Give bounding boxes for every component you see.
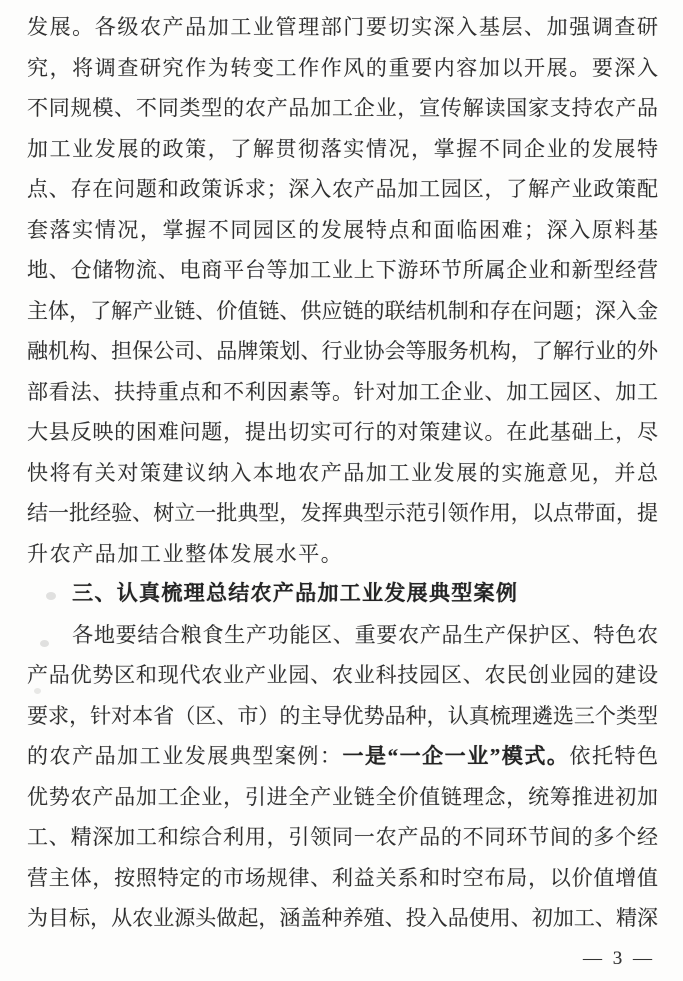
text-segment: 结一批经验、树立一批典型，发挥典型示范引领作用，以点带面，提 <box>27 501 658 525</box>
text-segment: 发展。各级农产品加工业管理部门要切实深入基层、加强调查研 <box>27 15 658 39</box>
text-segment: 融机构、担保公司、品牌策划、行业协会等服务机构，了解行业的外 <box>27 339 658 363</box>
text-segment: 营主体，按照特定的市场规律、利益关系和时空布局，以价值增值 <box>27 865 658 890</box>
paragraph <box>27 7 658 574</box>
text-line <box>27 534 658 575</box>
text-segment: 不同规模、不同类型的农产品加工企业，宣传解读国家支持农产品 <box>27 96 658 120</box>
text-line <box>27 898 658 939</box>
text-segment: 究，将调查研究作为转变工作作风的重要内容加以开展。要深入 <box>27 55 658 80</box>
scan-artifact <box>46 592 56 600</box>
text-segment: 的农产品加工业发展典型案例： <box>27 744 343 768</box>
bold-text-segment: 三、认真梳理总结农产品加工业发展典型案例 <box>72 582 519 605</box>
page-number: — 3 — <box>583 948 655 969</box>
text-line <box>27 7 658 48</box>
text-line <box>27 493 658 534</box>
text-segment: 产品优势区和现代农业产业园、农业科技园区、农民创业园的建设 <box>27 663 658 687</box>
text-segment: 工、精深加工和综合利用，引领同一农产品的不同环节间的多个经 <box>27 825 658 849</box>
section-heading <box>27 574 658 615</box>
text-segment: 地、仓储物流、电商平台等加工业上下游环节所属企业和新型经营 <box>27 258 658 282</box>
text-line <box>27 696 658 737</box>
bold-text-segment: 一是“一企一业”模式。 <box>342 744 570 768</box>
text-segment: 升农产品加工业整体发展水平。 <box>27 541 344 566</box>
text-line <box>27 615 658 656</box>
text-line <box>27 655 658 696</box>
text-line <box>27 48 658 89</box>
text-line <box>27 858 658 899</box>
scan-artifact <box>40 640 49 647</box>
text-segment: 部看法、扶持重点和不利因素等。针对加工企业、加工园区、加工 <box>27 379 658 404</box>
text-line <box>27 777 658 818</box>
text-segment: 加工业发展的政策，了解贯彻落实情况，掌握不同企业的发展特 <box>27 136 658 161</box>
text-line <box>27 817 658 858</box>
text-segment: 主体，了解产业链、价值链、供应链的联结机制和存在问题；深入金 <box>27 298 658 323</box>
text-line <box>27 331 658 372</box>
text-line <box>27 574 658 615</box>
scan-artifact <box>34 688 41 694</box>
text-segment: 优势农产品加工企业，引进全产业链全价值链理念，统筹推进初加 <box>27 784 658 809</box>
text-segment: 要求，针对本省（区、市）的主导优势品种，认真梳理遴选三个类型 <box>27 703 658 728</box>
text-line <box>27 129 658 170</box>
text-segment: 套落实情况，掌握不同园区的发展特点和面临困难；深入原料基 <box>27 217 658 242</box>
text-line <box>27 88 658 129</box>
text-segment: 依托特色 <box>569 744 659 768</box>
text-segment: 大县反映的困难问题，提出切实可行的对策建议。在此基础上，尽 <box>27 420 658 444</box>
text-segment: 各地要结合粮食生产功能区、重要农产品生产保护区、特色农 <box>72 622 658 647</box>
text-segment: 快将有关对策建议纳入本地农产品加工业发展的实施意见，并总 <box>27 460 658 485</box>
text-line <box>27 412 658 453</box>
paragraph <box>27 615 658 939</box>
text-line <box>27 736 658 777</box>
text-line <box>27 453 658 494</box>
text-line <box>27 250 658 291</box>
text-line <box>27 210 658 251</box>
text-line <box>27 169 658 210</box>
text-line <box>27 291 658 332</box>
text-line <box>27 372 658 413</box>
text-segment: 为目标，从农业源头做起，涵盖种养殖、投入品使用、初加工、精深 <box>27 906 658 930</box>
text-segment: 点、存在问题和政策诉求；深入农产品加工园区，了解产业政策配 <box>27 177 658 201</box>
